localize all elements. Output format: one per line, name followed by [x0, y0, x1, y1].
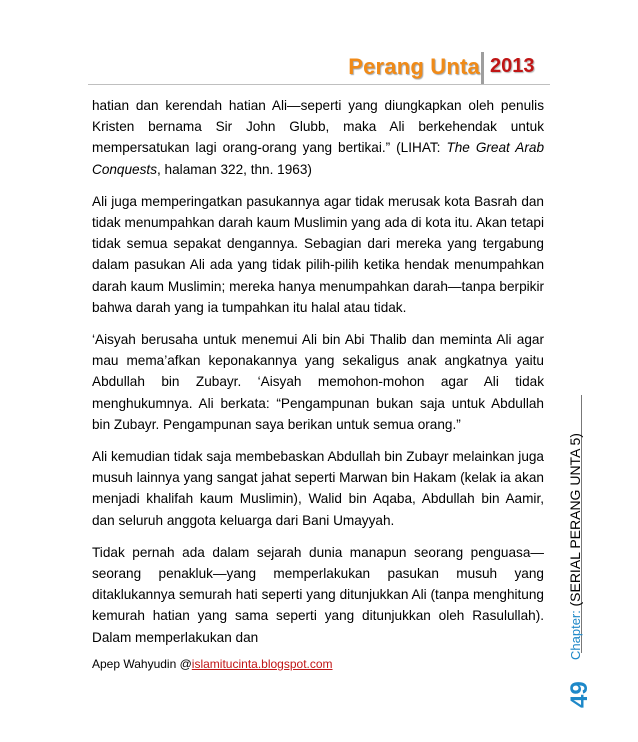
paragraph-5: Tidak pernah ada dalam sejarah dunia manapun seorang penguasa—seorang penakluk—yang memperlakukan pasukan musuh yang ditaklukannya semurah hati seperti yang ditunjukkan Ali (tanpa menghitung kemurah hatian yang sama seperti yang ditunjukkan oleh Rasulullah). Dalam memperlakukan dan — [92, 544, 544, 645]
chapter-sidebar — [560, 360, 590, 660]
page-body — [92, 95, 544, 659]
paragraph-2: Ali juga memperingatkan pasukannya agar tidak merusak kota Basrah dan tidak menumpahkan darah kaum Muslimin yang ada di kota itu. Akan tetapi tidak semua sepakat dengannya. Sebagian dari mereka yang tergabung dalam pasukan Ali ada yang tidak pilih-pilih ketika hendak menumpahkan darah kaum Muslimin; mereka hanya menumpahkan darah—tanpa berpikir bahwa darah yang ia tumpahkan itu halal atau tidak. — [92, 193, 544, 315]
paragraph-1-text-b: , halaman 322, thn. 1963) — [157, 161, 312, 177]
header-year: 2013 — [490, 55, 535, 77]
header-divider — [481, 52, 484, 84]
paragraph-1-text-a: hatian dan kerendah hatian Ali—seperti yang diungkapkan oleh penulis Kristen bernama Sir John Glubb, maka Ali berkehendak untuk mempersatukan lagi orang-orang yang bertikai.” (LIHAT: — [92, 98, 544, 156]
header-rule — [88, 84, 550, 85]
header-title: Perang Unta — [348, 54, 480, 79]
page-footer — [92, 657, 333, 671]
footer-author: Apep Wahyudin @ — [92, 657, 192, 671]
chapter-serial: (SERIAL PERANG UNTA 5) — [567, 433, 583, 607]
page-number: 49 — [566, 681, 593, 708]
paragraph-3: ‘Aisyah berusaha untuk menemui Ali bin Abi Thalib dan meminta Ali agar mau mema’afkan keponakannya yang sekaligus anak angkatnya yaitu Abdullah bin Zubayr. ‘Aisyah memohon-mohon agar Ali tidak menghukumnya. Ali berkata: “Pengampunan bukan saja untuk Abdullah bin Zubayr. Pengampunan saya berikan untuk semua orang.” — [92, 332, 544, 432]
page-header — [0, 52, 638, 84]
book-title: The Great Arab Conquests — [92, 140, 545, 177]
paragraph-4: Ali kemudian tidak saja membebaskan Abdullah bin Zubayr melainkan juga musuh lainnya yang sangat jahat seperti Marwan bin Hakam (kelak ia akan menjadi khalifah kaum Muslimin), Walid bin Aqaba, Abdullah bin Aamir, dan seluruh anggota keluarga dari Bani Umayyah. — [92, 449, 544, 528]
paragraph-1 — [92, 95, 544, 180]
chapter-label: Chapter: — [568, 606, 583, 660]
footer-blog-link[interactable]: islamitucinta.blogspot.com — [191, 657, 333, 671]
